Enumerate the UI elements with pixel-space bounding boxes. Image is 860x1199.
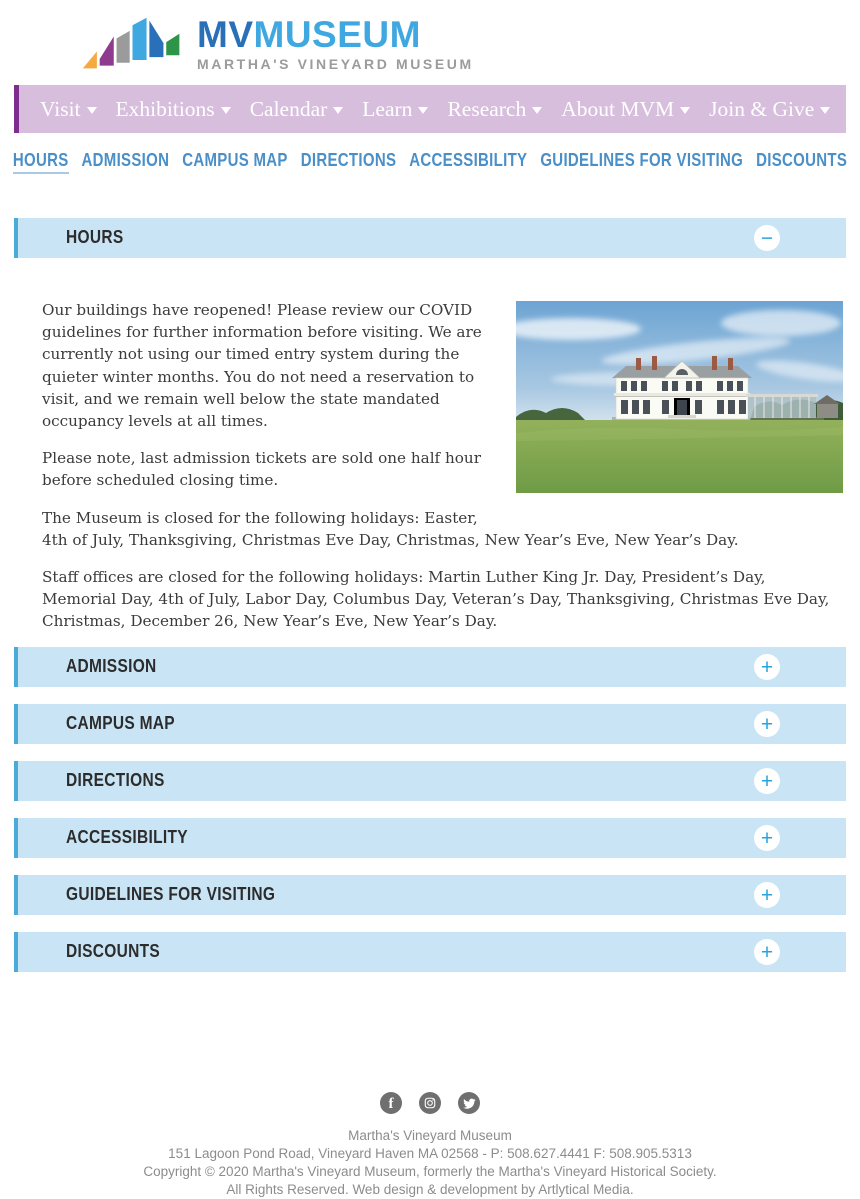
main-navigation (14, 85, 846, 133)
chevron-down-icon (680, 107, 690, 114)
expand-icon[interactable]: + (754, 768, 780, 794)
accordion-guidelines-header[interactable]: GUIDELINES FOR VISITING + (14, 875, 846, 915)
chevron-down-icon (333, 107, 343, 114)
hours-panel (0, 275, 860, 647)
subnav-admission[interactable]: ADMISSION (81, 150, 170, 171)
footer-address-phone: 151 Lagoon Pond Road, Vineyard Haven MA 02568 - P: 508.627.4441 F: 508.905.5313 (168, 1146, 692, 1162)
subnav-campus-map[interactable]: CAMPUS MAP (182, 150, 288, 171)
hours-paragraph-3: The Museum is closed for the following holidays: Easter, 4th of July, Thanksgiving, Christmas Eve Day, Christmas, New Year’s Eve, New Year’s Day. (42, 508, 739, 549)
accordion-accessibility-header[interactable]: ACCESSIBILITY + (14, 818, 846, 858)
expand-icon[interactable]: + (754, 825, 780, 851)
chevron-down-icon (820, 107, 830, 114)
hours-paragraph-2: Please note, last admission tickets are sold one half hour before scheduled closing time. (42, 449, 481, 490)
logo-museum: MUSEUM (253, 13, 421, 55)
nav-item-research[interactable]: Research (447, 97, 542, 122)
nav-item-learn[interactable]: Learn (362, 97, 428, 122)
site-logo[interactable] (0, 0, 860, 75)
museum-building-photo (516, 301, 843, 493)
twitter-icon[interactable] (458, 1092, 480, 1114)
museum-logo-icon (80, 14, 185, 74)
visit-sub-navigation (0, 152, 860, 174)
nav-item-calendar[interactable]: Calendar (250, 97, 344, 122)
footer (0, 1127, 860, 1199)
accordion-discounts-header[interactable]: DISCOUNTS + (14, 932, 846, 972)
chevron-down-icon (532, 107, 542, 114)
nav-item-visit[interactable]: Visit (40, 97, 97, 122)
subnav-discounts[interactable]: DISCOUNTS (756, 150, 848, 171)
footer-museum-name: Martha's Vineyard Museum (348, 1128, 512, 1144)
expand-icon[interactable]: + (754, 711, 780, 737)
facebook-icon[interactable]: f (380, 1092, 402, 1114)
nav-item-join-give[interactable]: Join & Give (709, 97, 830, 122)
accordion-campus-map-header[interactable]: CAMPUS MAP + (14, 704, 846, 744)
chevron-down-icon (221, 107, 231, 114)
subnav-hours[interactable]: HOURS (13, 152, 69, 174)
accordion-hours-title: HOURS (66, 227, 124, 248)
expand-icon[interactable]: + (754, 882, 780, 908)
accordion-hours-header[interactable] (14, 218, 846, 258)
expand-icon[interactable]: + (754, 654, 780, 680)
chevron-down-icon (418, 107, 428, 114)
subnav-guidelines[interactable]: GUIDELINES FOR VISITING (540, 150, 744, 171)
logo-wordmark (197, 13, 474, 55)
nav-item-about-mvm[interactable]: About MVM (561, 97, 690, 122)
logo-mv: MV (197, 13, 254, 55)
subnav-directions[interactable]: DIRECTIONS (300, 150, 397, 171)
collapse-icon[interactable]: − (754, 225, 780, 251)
logo-subtitle: MARTHA'S VINEYARD MUSEUM (197, 55, 474, 72)
hours-paragraph-1: Our buildings have reopened! Please review our COVID guidelines for further information before visiting. We are currently not using our timed entry system during the quieter winter months. You do not need a reservation to visit, and we remain well below the state mandated occupancy levels at all times. (42, 301, 482, 430)
hours-paragraph-4: Staff offices are closed for the following holidays: Martin Luther King Jr. Day, President’s Day, Memorial Day, 4th of July, Labor Day, Columbus Day, Veteran’s Day, Thanksgiving, Christmas Eve Day, Christmas, December 26, New Year’s Eve, New Year’s Day. (42, 567, 830, 631)
subnav-accessibility[interactable]: ACCESSIBILITY (409, 150, 528, 171)
footer-rights-credit: All Rights Reserved. Web design & development by Artlytical Media. (226, 1182, 634, 1198)
social-links (0, 1092, 860, 1114)
footer-copyright: Copyright © 2020 Martha's Vineyard Museum, formerly the Martha's Vineyard Historical Society. (143, 1164, 717, 1180)
accordion-directions-header[interactable]: DIRECTIONS + (14, 761, 846, 801)
chevron-down-icon (87, 107, 97, 114)
expand-icon[interactable]: + (754, 939, 780, 965)
nav-item-exhibitions[interactable]: Exhibitions (116, 97, 231, 122)
instagram-icon[interactable] (419, 1092, 441, 1114)
accordion-admission-header[interactable]: ADMISSION + (14, 647, 846, 687)
